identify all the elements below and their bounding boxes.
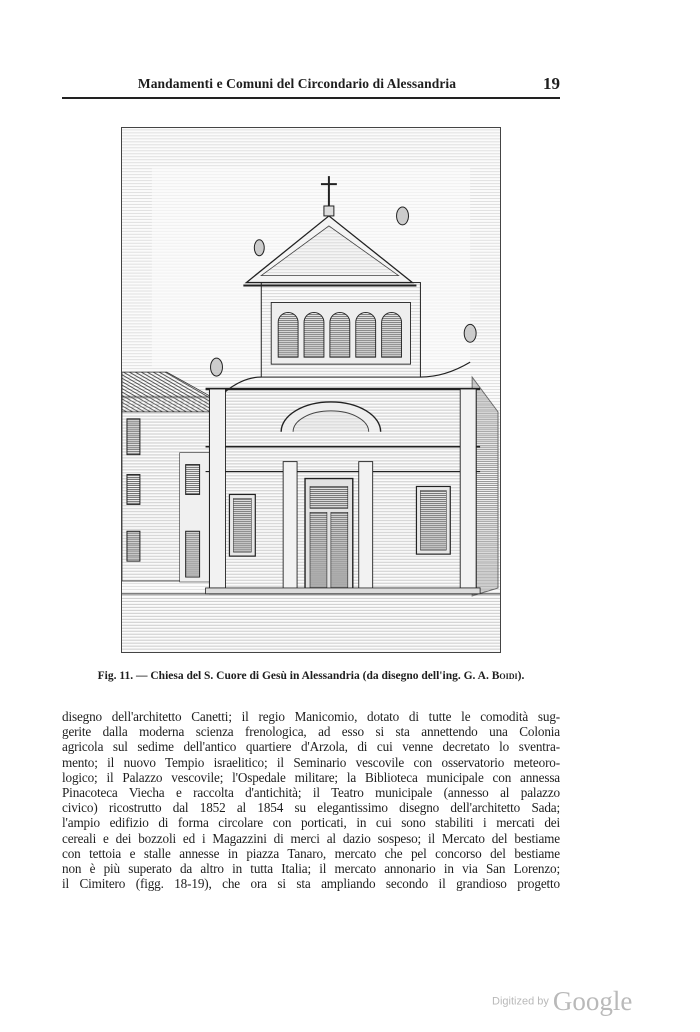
running-header bbox=[62, 74, 560, 96]
text-line: civico) ricostrutto dal 1852 al 1854 su elegantissimo disegno dell'architetto Sada; bbox=[62, 800, 560, 816]
text-line: il Cimitero (figg. 18-19), che ora si sta ampliando secondo il grandioso progetto bbox=[62, 876, 560, 892]
caption-text: Fig. 11. — Chiesa del S. Cuore di Gesù in Alessandria (da disegno dell'ing. G. A. bbox=[97, 670, 492, 682]
text-line: disegno dell'architetto Canetti; il regio Manicomio, dotato di tutte le comodità sug- bbox=[62, 709, 560, 724]
caption-suffix: ). bbox=[517, 670, 525, 682]
text-line: mento; il nuovo Tempio israelitico; il Seminario vescovile con osservatorio meteoro- bbox=[62, 754, 560, 770]
figure-caption bbox=[62, 670, 560, 682]
digitized-watermark bbox=[492, 986, 642, 1020]
text-line: con tettoia e stalle annesse in piazza Tanaro, mercato che pel concorso del bestiame bbox=[62, 845, 560, 861]
watermark-prefix: Digitized by bbox=[492, 995, 549, 1008]
header-rule bbox=[62, 97, 560, 99]
text-line: gerite dalla moderna scienza frenologica, ad esso si sta annettendo una Colonia bbox=[62, 724, 560, 740]
running-title: Mandamenti e Comuni del Circondario di Alessandria bbox=[137, 76, 457, 91]
text-line: non è più superato da altro in tutta Italia; il mercato annonario in via San Lorenzo; bbox=[62, 860, 560, 876]
text-line: Pinacoteca Viecha e raccolta d'antichità; il Teatro municipale (annesso al palazzo bbox=[62, 784, 560, 800]
text-line: cereali e dei bozzoli ed i Magazzini di merci al dazio sospeso; il Mercato del bestiame bbox=[62, 830, 560, 846]
watermark-brand: Google bbox=[552, 986, 633, 1016]
caption-author: Boidi bbox=[491, 670, 518, 682]
church-illustration bbox=[121, 127, 501, 653]
text-line: agricola sul sedime dell'antico quartiere d'Arzola, di cui venne decretato lo sventra- bbox=[62, 739, 560, 755]
church-engraving bbox=[122, 128, 500, 652]
text-line: logico; il Palazzo vescovile; l'Ospedale militare; la Biblioteca municipale con annessa bbox=[62, 769, 560, 785]
body-paragraph bbox=[62, 709, 560, 891]
text-line: l'ampio edifizio di forma circolare con porticati, in cui sono stabiliti i mercati dei bbox=[62, 815, 560, 831]
page-number: 19 bbox=[543, 74, 560, 93]
